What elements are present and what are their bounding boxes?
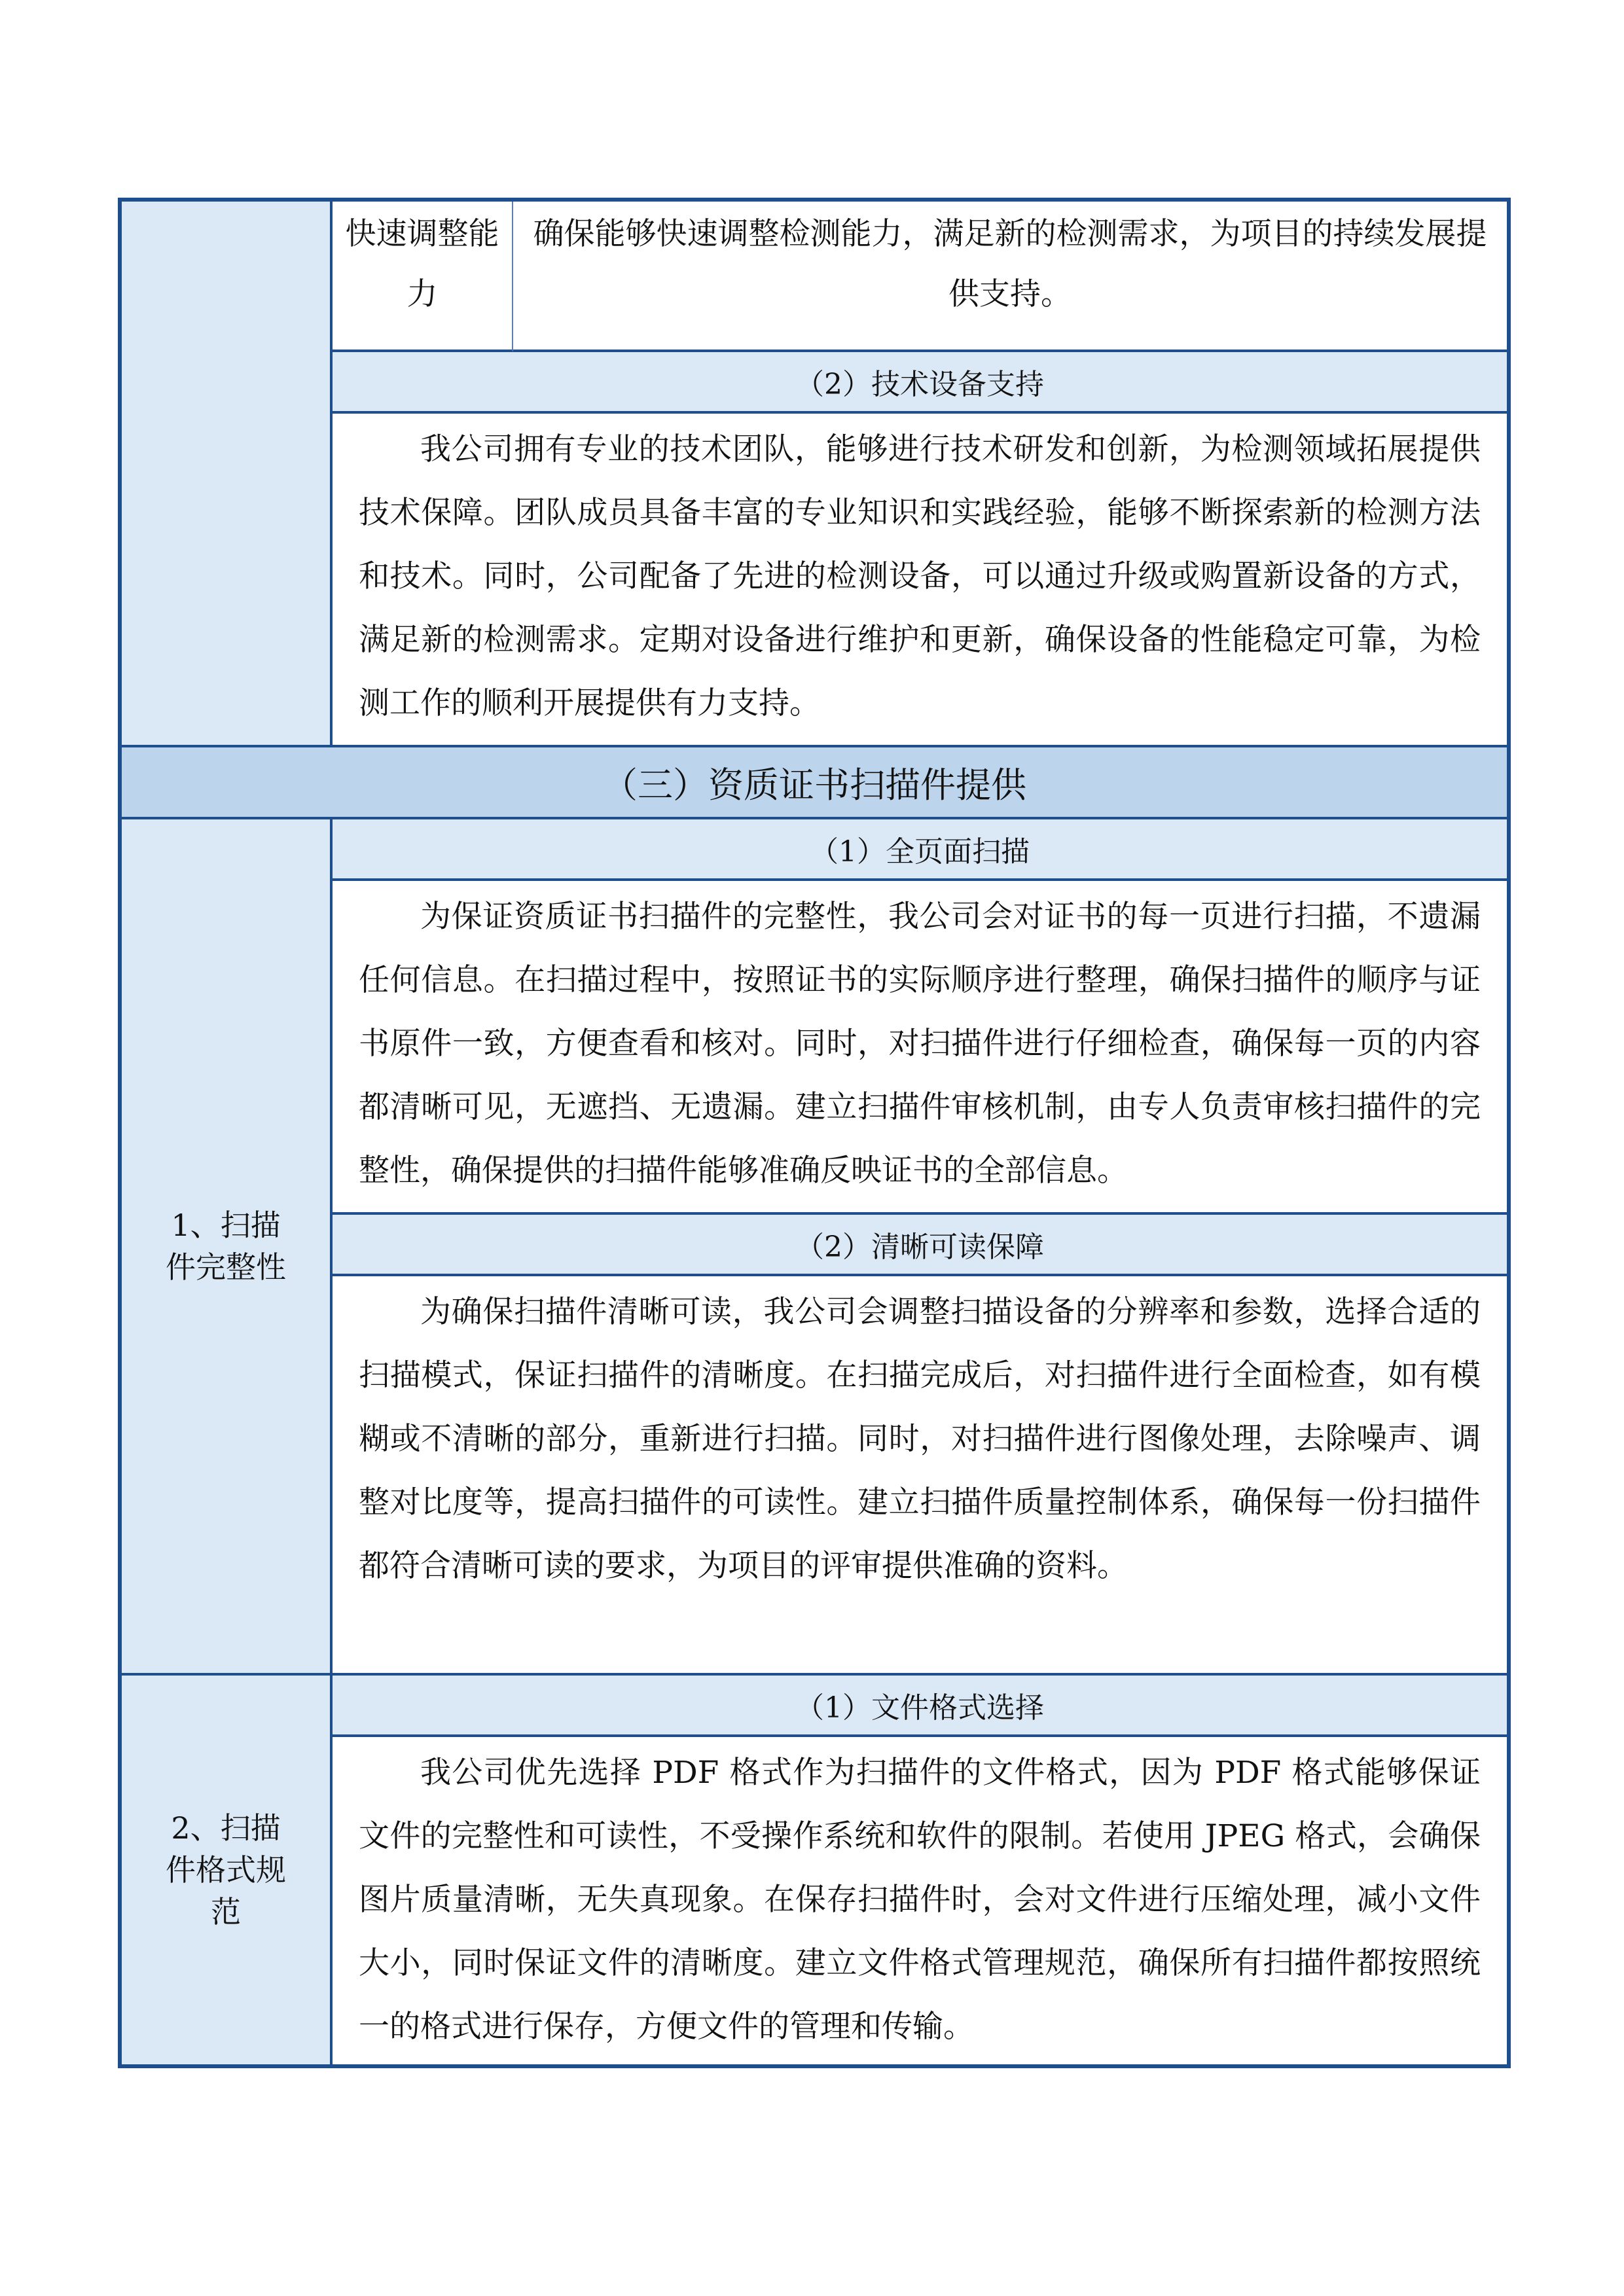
paragraph-full-page-scan: 为保证资质证书扫描件的完整性，我公司会对证书的每一页进行扫描，不遗漏任何信息。在扫描过程中，按照证书的实际顺序进行整理，确保扫描件的顺序与证书原件一致，方便查看和核对。同时，对扫描件进行仔细检查，确保每一页的内容都清晰可见，无遮挡、无遗漏。建立扫描件审核机制，由专人负责审核扫描件的完整性，确保提供的扫描件能够准确反映证书的全部信息。 [333,881,1507,1215]
subheading-full-page-scan: （1）全页面扫描 [333,819,1507,881]
group1-label: 1、扫描件完整性 [122,819,333,1676]
paragraph-file-format: 我公司优先选择 PDF 格式作为扫描件的文件格式，因为 PDF 格式能够保证文件的完整性和可读性，不受操作系统和软件的限制。若使用 JPEG 格式，会确保图片质量清晰，无失真现象。在保存扫描件时，会对文件进行压缩处理，减小文件大小，同时保证文件的清晰度。建立文件格式管理规范，确保所有扫描件都按照统一的格式进行保存，方便文件的管理和传输。 [359,1755,1481,2045]
quick-adjust-text: 确保能够快速调整检测能力，满足新的检测需求，为项目的持续发展提供支持。 [513,202,1507,352]
left-cell-continued [122,202,333,747]
subheading-clarity: （2）清晰可读保障 [333,1215,1507,1276]
subheading-tech-support: （2）技术设备支持 [333,352,1507,414]
paragraph-tech-support: 我公司拥有专业的技术团队，能够进行技术研发和创新，为检测领域拓展提供技术保障。团队成员具备丰富的专业知识和实践经验，能够不断探索新的检测方法和技术。同时，公司配备了先进的检测设备，可以通过升级或购置新设备的方式，满足新的检测需求。定期对设备进行维护和更新，确保设备的性能稳定可靠，为检测工作的顺利开展提供有力支持。 [333,414,1507,747]
quick-adjust-label: 快速调整能力 [333,202,513,352]
paragraph-clarity: 为确保扫描件清晰可读，我公司会调整扫描设备的分辨率和参数，选择合适的扫描模式，保证扫描件的清晰度。在扫描完成后，对扫描件进行全面检查，如有模糊或不清晰的部分，重新进行扫描。同时，对扫描件进行图像处理，去除噪声、调整对比度等，提高扫描件的可读性。建立扫描件质量控制体系，确保每一份扫描件都符合清晰可读的要求，为项目的评审提供准确的资料。 [333,1276,1507,1676]
section-title: （三）资质证书扫描件提供 [122,747,1507,819]
subheading-file-format: （1）文件格式选择 [333,1676,1507,1737]
document-table [118,198,1511,2068]
group2-label: 2、扫描件格式规范 [122,1676,333,2064]
